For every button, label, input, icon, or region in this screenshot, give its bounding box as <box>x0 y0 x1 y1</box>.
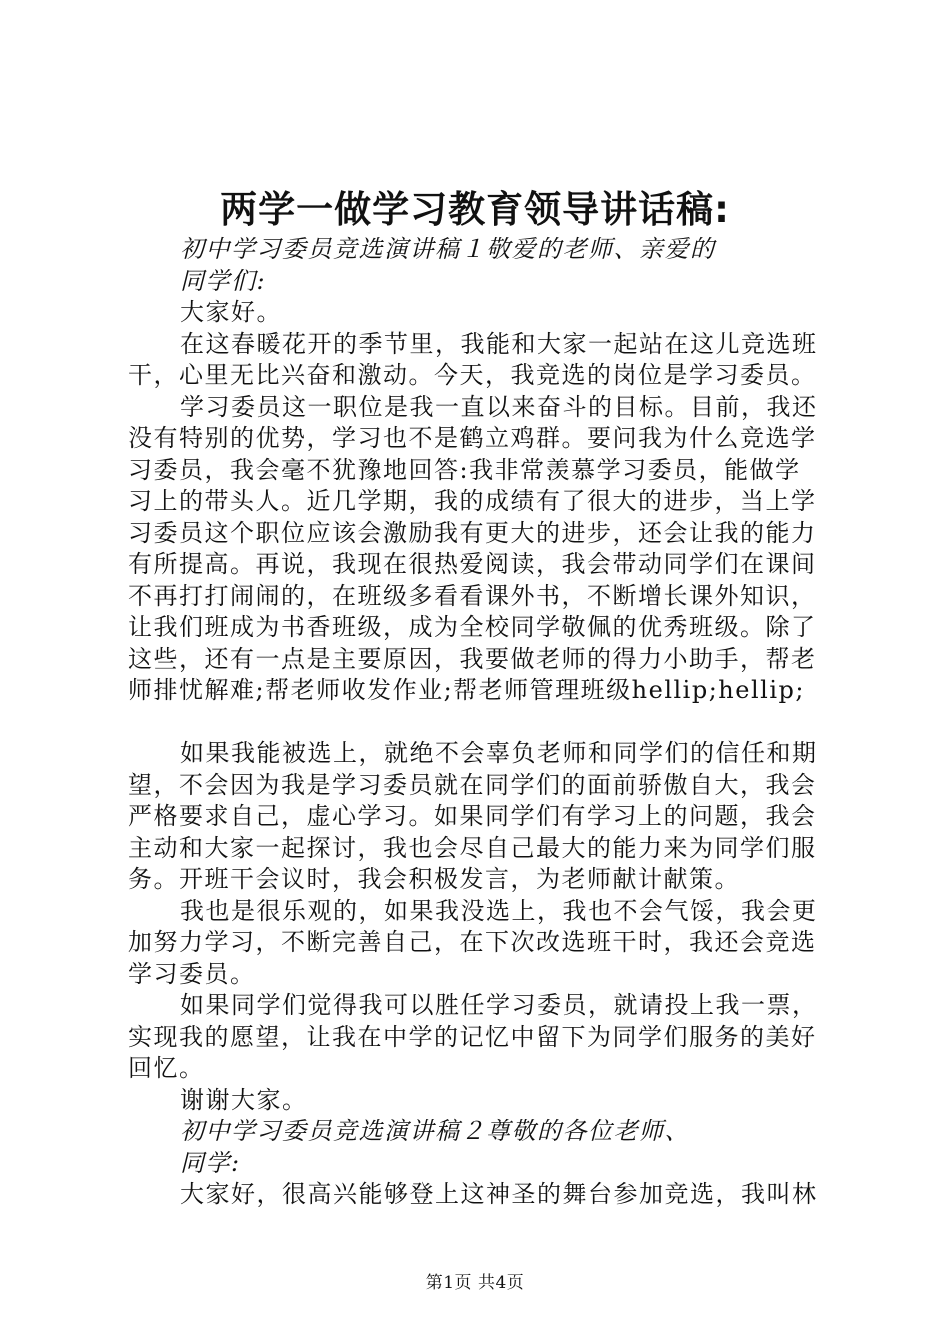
text-line: 学习委员这一职位是我一直以来奋斗的目标。目前，我还 <box>180 392 818 421</box>
document-body <box>128 234 833 1211</box>
text-line: 在这春暖花开的季节里，我能和大家一起站在这儿竞选班 <box>180 329 818 358</box>
text-line: 让我们班成为书香班级，成为全校同学敬佩的优秀班级。除了 <box>128 613 817 641</box>
document-title: 两学一做学习教育领导讲话稿: <box>220 188 730 231</box>
blank-line <box>128 707 833 739</box>
text-line: 回忆。 <box>128 1054 205 1082</box>
text-line: 同学: <box>180 1148 241 1177</box>
page-footer: 第1页 共4页 <box>425 1273 525 1293</box>
text-line: 习上的带头人。近几学期，我的成绩有了很大的进步，当上学 <box>128 487 817 515</box>
text-line: 没有特别的优势，学习也不是鹤立鸡群。要问我为什么竞选学 <box>128 424 817 452</box>
text-line: 大家好，很高兴能够登上这神圣的舞台参加竞选，我叫林 <box>180 1180 818 1208</box>
text-line: 大家好。 <box>180 298 282 326</box>
text-line: 实现我的愿望，让我在中学的记忆中留下为同学们服务的美好 <box>128 1022 817 1051</box>
text-line: 同学们: <box>180 266 267 295</box>
text-line: 如果同学们觉得我可以胜任学习委员，就请投上我一票， <box>180 991 818 1019</box>
text-line: 谢谢大家。 <box>180 1085 308 1114</box>
text-line: 有所提高。再说，我现在很热爱阅读，我会带动同学们在课间 <box>128 550 817 578</box>
text-line: 望，不会因为我是学习委员就在同学们的面前骄傲自大，我会 <box>128 770 817 799</box>
text-line: 我也是很乐观的，如果我没选上，我也不会气馁，我会更 <box>180 896 818 925</box>
text-line: 习委员，我会毫不犹豫地回答:我非常羡慕学习委员，能做学 <box>128 455 801 484</box>
text-line: 干，心里无比兴奋和激动。今天，我竞选的岗位是学习委员。 <box>128 361 817 389</box>
text-line: 初中学习委员竞选演讲稿２尊敬的各位老师、 <box>180 1117 690 1145</box>
text-line: 习委员这个职位应该会激励我有更大的进步，还会让我的能力 <box>128 518 817 547</box>
text-line: 严格要求自己，虚心学习。如果同学们有学习上的问题，我会 <box>128 802 817 830</box>
text-line: 师排忧解难;帮老师收发作业;帮老师管理班级hellip;hellip; <box>128 676 805 704</box>
text-line: 不再打打闹闹的，在班级多看看课外书，不断增长课外知识， <box>128 581 817 610</box>
text-line: 主动和大家一起探讨，我也会尽自己最大的能力来为同学们服 <box>128 833 817 862</box>
text-line: 如果我能被选上，就绝不会辜负老师和同学们的信任和期 <box>180 739 818 767</box>
text-line: 务。开班干会议时，我会积极发言，为老师献计献策。 <box>128 865 740 893</box>
text-line: 这些，还有一点是主要原因，我要做老师的得力小助手，帮老 <box>128 644 817 673</box>
text-line: 初中学习委员竞选演讲稿１敬爱的老师、亲爱的 <box>180 235 716 263</box>
text-line: 加努力学习，不断完善自己，在下次改选班干时，我还会竞选 <box>128 928 817 956</box>
text-line: 学习委员。 <box>128 959 256 988</box>
